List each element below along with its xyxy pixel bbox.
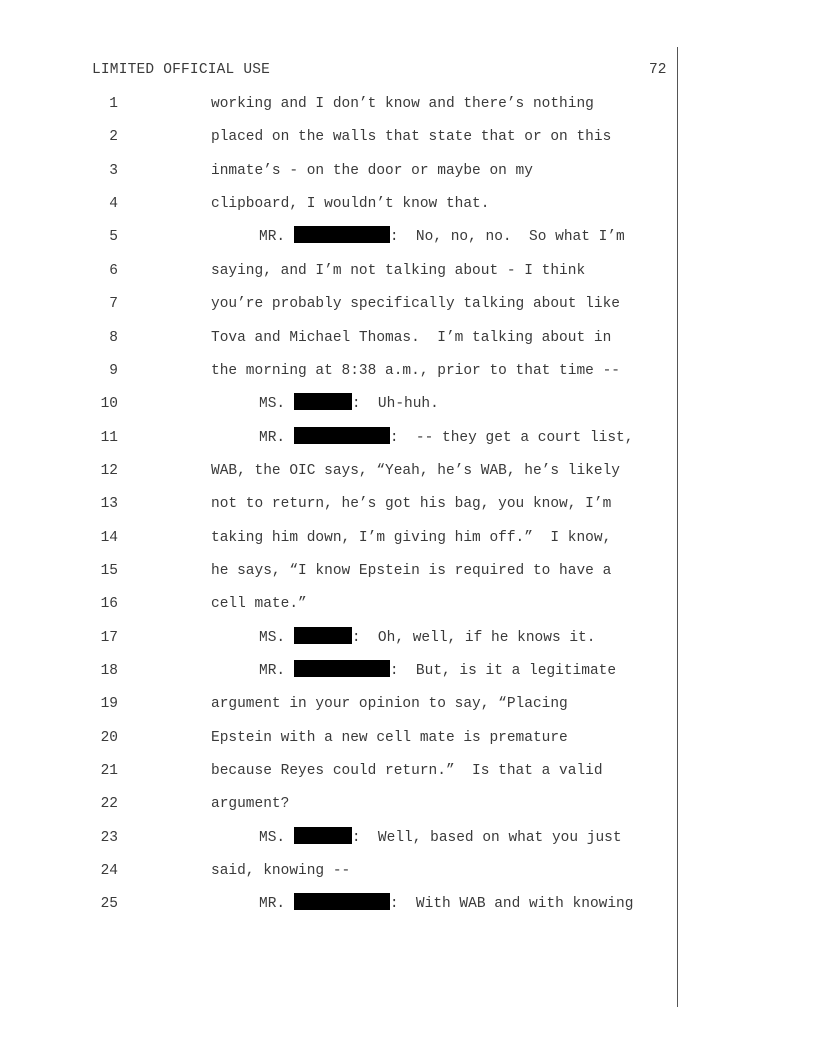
line-text: placed on the walls that state that or on this <box>211 129 612 146</box>
transcript-line <box>0 225 816 249</box>
speaker-title: MS. <box>259 629 286 646</box>
line-text: taking him down, I’m giving him off.” I know, <box>211 529 612 546</box>
line-text: Epstein with a new cell mate is premature <box>211 729 568 746</box>
transcript-line <box>0 326 816 350</box>
line-number: 20 <box>100 729 118 746</box>
redaction-box <box>294 427 390 444</box>
transcript-line <box>0 125 816 149</box>
line-number: 18 <box>100 663 118 679</box>
transcript-line <box>0 359 816 383</box>
line-text: working and I don’t know and there’s nothing <box>211 96 594 112</box>
line-text: saying, and I’m not talking about - I think <box>211 262 586 279</box>
line-number: 9 <box>109 362 118 379</box>
line-number: 10 <box>100 396 118 413</box>
transcript-line <box>0 659 816 683</box>
transcript-line <box>0 892 816 916</box>
transcript-line <box>0 792 816 816</box>
transcript-line <box>0 526 816 550</box>
speaker-statement: : Oh, well, if he knows it. <box>351 629 596 646</box>
line-number: 8 <box>109 329 118 346</box>
line-number: 21 <box>100 763 118 779</box>
line-text: because Reyes could return.” Is that a valid <box>211 763 603 779</box>
transcript-line <box>0 826 816 850</box>
line-number: 22 <box>100 796 118 813</box>
transcript-line <box>0 626 816 650</box>
line-number: 14 <box>100 529 118 546</box>
line-number: 13 <box>100 496 118 513</box>
redaction-box <box>294 893 390 910</box>
line-number: 2 <box>109 129 118 146</box>
redaction-box <box>294 393 352 410</box>
line-number: 12 <box>100 462 118 479</box>
line-text: argument in your opinion to say, “Placing <box>211 696 568 713</box>
speaker-title: MR. <box>259 663 286 679</box>
transcript-line <box>0 759 816 783</box>
speaker-statement: : -- they get a court list, <box>389 429 634 446</box>
transcript-line <box>0 392 816 416</box>
line-number: 16 <box>100 596 118 613</box>
transcript-line <box>0 426 816 450</box>
transcript-line <box>0 559 816 583</box>
line-text: said, knowing -- <box>211 863 351 880</box>
redaction-box <box>294 827 352 844</box>
line-text: he says, “I know Epstein is required to have a <box>211 562 612 579</box>
page-number: 72 <box>649 62 667 78</box>
line-number: 3 <box>109 162 118 179</box>
line-number: 5 <box>109 229 118 246</box>
line-text <box>259 426 633 450</box>
speaker-statement: : Well, based on what you just <box>351 829 622 846</box>
line-number: 25 <box>100 896 118 913</box>
speaker-statement: : No, no, no. So what I’m <box>389 229 625 246</box>
line-number: 24 <box>100 863 118 880</box>
speaker-statement: : With WAB and with knowing <box>389 896 634 913</box>
line-text <box>259 626 595 650</box>
line-text: clipboard, I wouldn’t know that. <box>211 196 490 213</box>
transcript-line <box>0 492 816 516</box>
transcript-line <box>0 192 816 216</box>
line-number: 19 <box>100 696 118 713</box>
redaction-box <box>294 660 390 677</box>
line-text <box>259 225 625 249</box>
speaker-statement: : Uh-huh. <box>351 396 439 413</box>
classification-header: LIMITED OFFICIAL USE <box>92 62 271 78</box>
transcript-line <box>0 92 816 116</box>
transcript-line <box>0 259 816 283</box>
line-number: 6 <box>109 262 118 279</box>
transcript-line <box>0 459 816 483</box>
line-text: inmate’s - on the door or maybe on my <box>211 162 533 179</box>
transcript-line <box>0 592 816 616</box>
transcript-line <box>0 692 816 716</box>
line-text <box>259 826 622 850</box>
speaker-title: MS. <box>259 829 286 846</box>
line-number: 7 <box>109 296 118 313</box>
line-text <box>259 659 616 683</box>
speaker-title: MR. <box>259 229 286 246</box>
redaction-box <box>294 627 352 644</box>
speaker-title: MS. <box>259 396 286 413</box>
line-text: argument? <box>211 796 290 813</box>
line-number: 23 <box>100 829 118 846</box>
line-text: the morning at 8:38 a.m., prior to that time -- <box>211 362 620 379</box>
line-number: 15 <box>100 562 118 579</box>
line-number: 11 <box>100 429 118 446</box>
speaker-statement: : But, is it a legitimate <box>389 663 617 679</box>
line-text <box>259 892 633 916</box>
line-text <box>259 392 439 416</box>
speaker-title: MR. <box>259 896 286 913</box>
redaction-box <box>294 226 390 243</box>
line-text: cell mate.” <box>211 596 307 613</box>
line-text: you’re probably specifically talking about like <box>211 296 620 313</box>
transcript-line <box>0 726 816 750</box>
line-text: not to return, he’s got his bag, you know, I’m <box>211 496 612 513</box>
transcript-line <box>0 859 816 883</box>
line-text: WAB, the OIC says, “Yeah, he’s WAB, he’s likely <box>211 462 620 479</box>
line-number: 1 <box>109 96 118 112</box>
line-number: 4 <box>109 196 118 213</box>
transcript-line <box>0 159 816 183</box>
line-number: 17 <box>100 629 118 646</box>
transcript-line <box>0 292 816 316</box>
line-text: Tova and Michael Thomas. I’m talking about in <box>211 329 612 346</box>
speaker-title: MR. <box>259 429 286 446</box>
